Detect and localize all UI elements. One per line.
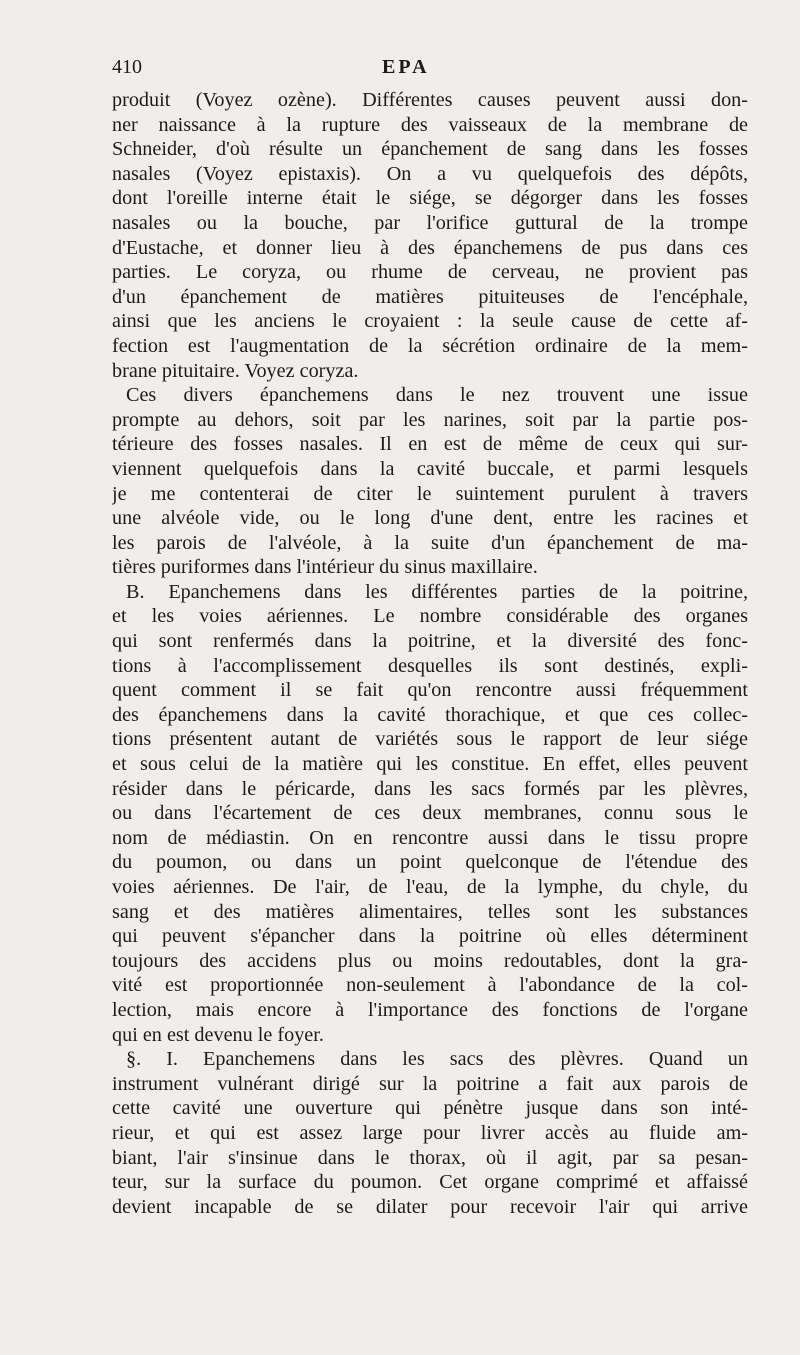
text-line: prompte au dehors, soit par les narines, soit par la partie pos- xyxy=(112,408,748,431)
text-line: brane pituitaire. Voyez coryza. xyxy=(112,359,359,382)
text-line: sang et des matières alimentaires, telles sont les substances xyxy=(112,900,748,923)
text-line: vité est proportionnée non-seulement à l'abondance de la col- xyxy=(112,974,748,997)
text-line: B. Epanchemens dans les différentes parties de la poitrine, xyxy=(126,580,748,603)
text-line: voies aériennes. De l'air, de l'eau, de la lymphe, du chyle, du xyxy=(112,876,748,898)
text-line: instrument vulnérant dirigé sur la poitrine a fait aux parois de xyxy=(112,1072,748,1095)
text-line: quent comment il se fait qu'on rencontre aussi fréquemment xyxy=(112,679,748,702)
text-line: viennent quelquefois dans la cavité buccale, et parmi lesquels xyxy=(112,457,748,480)
text-line: Ces divers épanchemens dans le nez trouvent une issue xyxy=(126,384,748,407)
page-number: 410 xyxy=(112,56,142,78)
text-line: produit (Voyez ozène). Différentes causes peuvent aussi don- xyxy=(112,89,748,111)
text-line: tions à l'accomplissement desquelles ils sont destinés, expli- xyxy=(112,654,748,677)
text-line: les parois de l'alvéole, à la suite d'un épanchement de ma- xyxy=(112,531,748,554)
text-line: d'un épanchement de matières pituiteuses de l'encéphale, xyxy=(112,285,748,308)
text-line: qui en est devenu le foyer. xyxy=(112,1023,324,1046)
body-text xyxy=(112,88,748,1219)
text-line: nasales ou la bouche, par l'orifice guttural de la trompe xyxy=(112,211,748,234)
text-line: lection, mais encore à l'importance des fonctions de l'organe xyxy=(112,998,748,1021)
text-line: je me contenterai de citer le suintement purulent à travers xyxy=(112,482,748,505)
text-line: teur, sur la surface du poumon. Cet organe comprimé et affaissé xyxy=(112,1171,748,1194)
text-line: d'Eustache, et donner lieu à des épanchemens de pus dans ces xyxy=(112,236,748,259)
text-line: tières puriformes dans l'intérieur du sinus maxillaire. xyxy=(112,556,538,579)
text-line: nasales (Voyez epistaxis). On a vu quelquefois des dépôts, xyxy=(112,162,748,185)
running-title: EPA xyxy=(382,56,430,78)
text-line: ner naissance à la rupture des vaisseaux de la membrane de xyxy=(112,113,748,136)
text-line: nom de médiastin. On en rencontre aussi dans le tissu propre xyxy=(112,826,748,849)
text-line: du poumon, ou dans un point quelconque de l'étendue des xyxy=(112,851,748,874)
text-line: dont l'oreille interne était le siége, se dégorger dans les fosses xyxy=(112,187,748,210)
text-line: cette cavité une ouverture qui pénètre jusque dans son inté- xyxy=(112,1097,748,1120)
text-line: qui sont renfermés dans la poitrine, et la diversité des fonc- xyxy=(112,630,748,653)
text-line: ou dans l'écartement de ces deux membranes, connu sous le xyxy=(112,802,748,825)
text-line: rieur, et qui est assez large pour livrer accès au fluide am- xyxy=(112,1121,748,1144)
text-line: une alvéole vide, ou le long d'une dent, entre les racines et xyxy=(112,507,748,530)
text-line: parties. Le coryza, ou rhume de cerveau, ne provient pas xyxy=(112,261,748,284)
text-line: qui peuvent s'épancher dans la poitrine où elles déterminent xyxy=(112,925,748,948)
running-head xyxy=(112,56,748,86)
text-line: et sous celui de la matière qui les constitue. En effet, elles peuvent xyxy=(112,753,748,776)
text-line: Schneider, d'où résulte un épanchement de sang dans les fosses xyxy=(112,138,748,161)
text-line: biant, l'air s'insinue dans le thorax, où il agit, par sa pesan- xyxy=(112,1146,748,1169)
text-line: résider dans le péricarde, dans les sacs formés par les plèvres, xyxy=(112,777,748,800)
text-line: toujours des accidens plus ou moins redoutables, dont la gra- xyxy=(112,949,748,972)
text-line: des épanchemens dans la cavité thorachique, et que ces collec- xyxy=(112,703,748,726)
text-line: §. I. Epanchemens dans les sacs des plèvres. Quand un xyxy=(126,1048,748,1071)
text-line: térieure des fosses nasales. Il en est de même de ceux qui sur- xyxy=(112,433,748,456)
text-line: ainsi que les anciens le croyaient : la seule cause de cette af- xyxy=(112,310,748,333)
text-line: tions présentent autant de variétés sous le rapport de leur siége xyxy=(112,728,748,751)
text-line: et les voies aériennes. Le nombre considérable des organes xyxy=(112,605,748,628)
text-line: fection est l'augmentation de la sécrétion ordinaire de la mem- xyxy=(112,334,748,357)
text-line: devient incapable de se dilater pour recevoir l'air qui arrive xyxy=(112,1195,748,1218)
